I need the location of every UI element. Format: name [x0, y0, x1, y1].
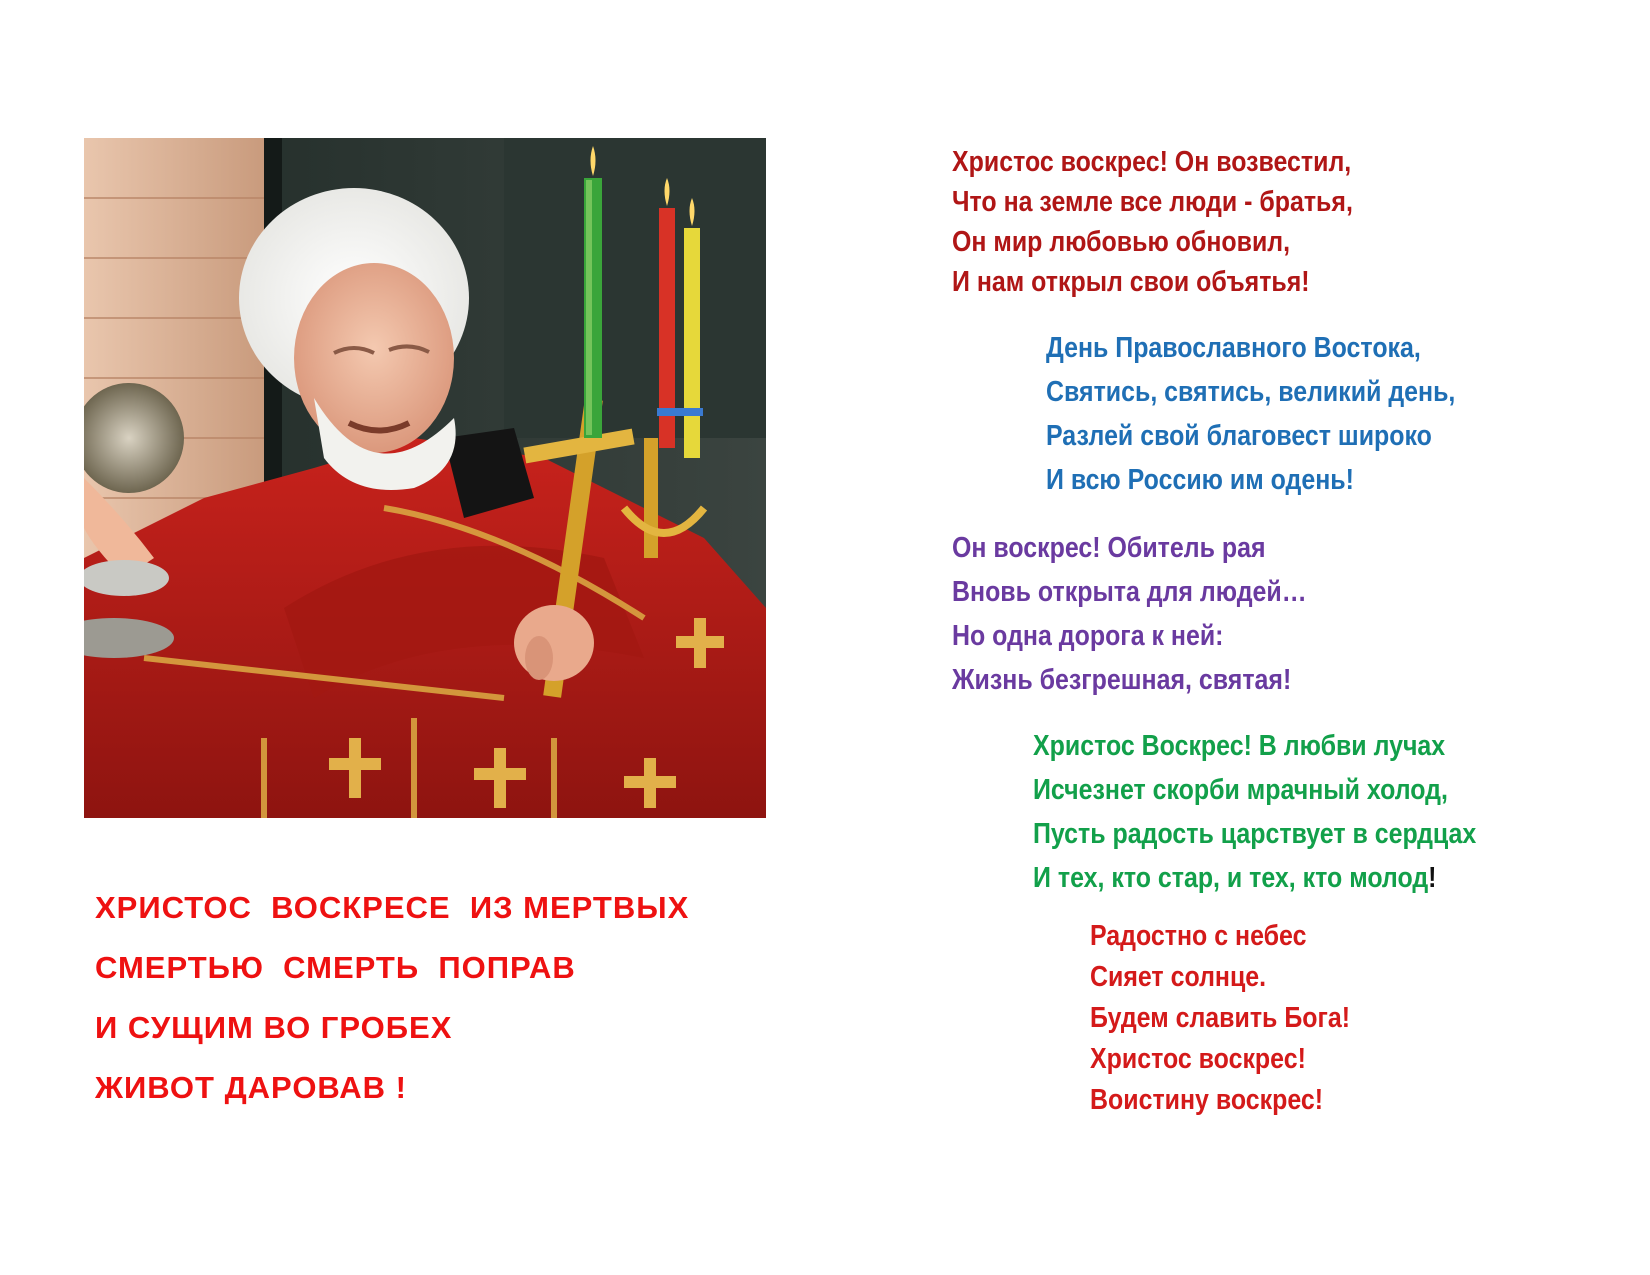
stanza-3-line-2: Вновь открыта для людей… [952, 576, 1307, 608]
poem-stanza-4 [1033, 724, 1476, 900]
stanza-2-line-3: Разлей свой благовест широко [1046, 420, 1432, 452]
priest-with-candles-icon [84, 138, 766, 818]
stanza-1-line-4: И нам открыл свои объятья! [952, 266, 1310, 298]
poem-stanza-3 [952, 526, 1307, 702]
stanza-4-line-1: Христос Воскрес! В любви лучах [1033, 730, 1446, 762]
stanza-4-exclamation: ! [1428, 862, 1437, 894]
troparion-line-4: ЖИВОТ ДАРОВАВ ! [95, 1070, 407, 1105]
stanza-5-line-2: Сияет солнце. [1090, 961, 1267, 993]
stanza-3-line-1: Он воскрес! Обитель рая [952, 532, 1266, 564]
stanza-4-line-2: Исчезнет скорби мрачный холод, [1033, 774, 1448, 806]
stanza-2-line-1: День Православного Востока, [1046, 332, 1421, 364]
stanza-1-line-1: Христос воскрес! Он возвестил, [952, 146, 1352, 178]
stanza-5-line-3: Будем славить Бога! [1090, 1002, 1351, 1034]
stanza-5-line-1: Радостно с небес [1090, 920, 1307, 952]
troparion-line-2: СМЕРТЬЮ СМЕРТЬ ПОПРАВ [95, 950, 576, 985]
troparion-line-3: И СУЩИМ ВО ГРОБЕХ [95, 1010, 453, 1045]
easter-troparion [95, 878, 795, 1118]
troparion-line-1: ХРИСТОС ВОСКРЕСЕ ИЗ МЕРТВЫХ [95, 890, 690, 925]
stanza-4-line-3: Пусть радость царствует в сердцах [1033, 818, 1477, 850]
stanza-5-exclamation: ! [1314, 1084, 1324, 1116]
priest-photo [84, 138, 766, 818]
stanza-5-line-5-text: Воистину воскрес [1090, 1084, 1315, 1116]
stanza-4-line-4-text: И тех, кто стар, и тех, кто молод [1033, 862, 1429, 894]
stanza-1-line-3: Он мир любовью обновил, [952, 226, 1291, 258]
stanza-1-line-2: Что на земле все люди - братья, [952, 186, 1353, 218]
stanza-4-line-4 [1033, 856, 1476, 900]
stanza-3-line-4: Жизнь безгрешная, святая! [952, 664, 1292, 696]
poem-stanza-2 [1046, 326, 1455, 502]
poem-stanza-1 [952, 142, 1353, 302]
stanza-5-line-4: Христос воскрес! [1090, 1043, 1306, 1075]
poem-stanza-5 [1090, 916, 1350, 1121]
stanza-5-line-5 [1090, 1080, 1350, 1121]
stanza-2-line-4: И всю Россию им одень! [1046, 464, 1354, 496]
stanza-3-line-3: Но одна дорога к ней: [952, 620, 1224, 652]
stanza-2-line-2: Святись, святись, великий день, [1046, 376, 1456, 408]
